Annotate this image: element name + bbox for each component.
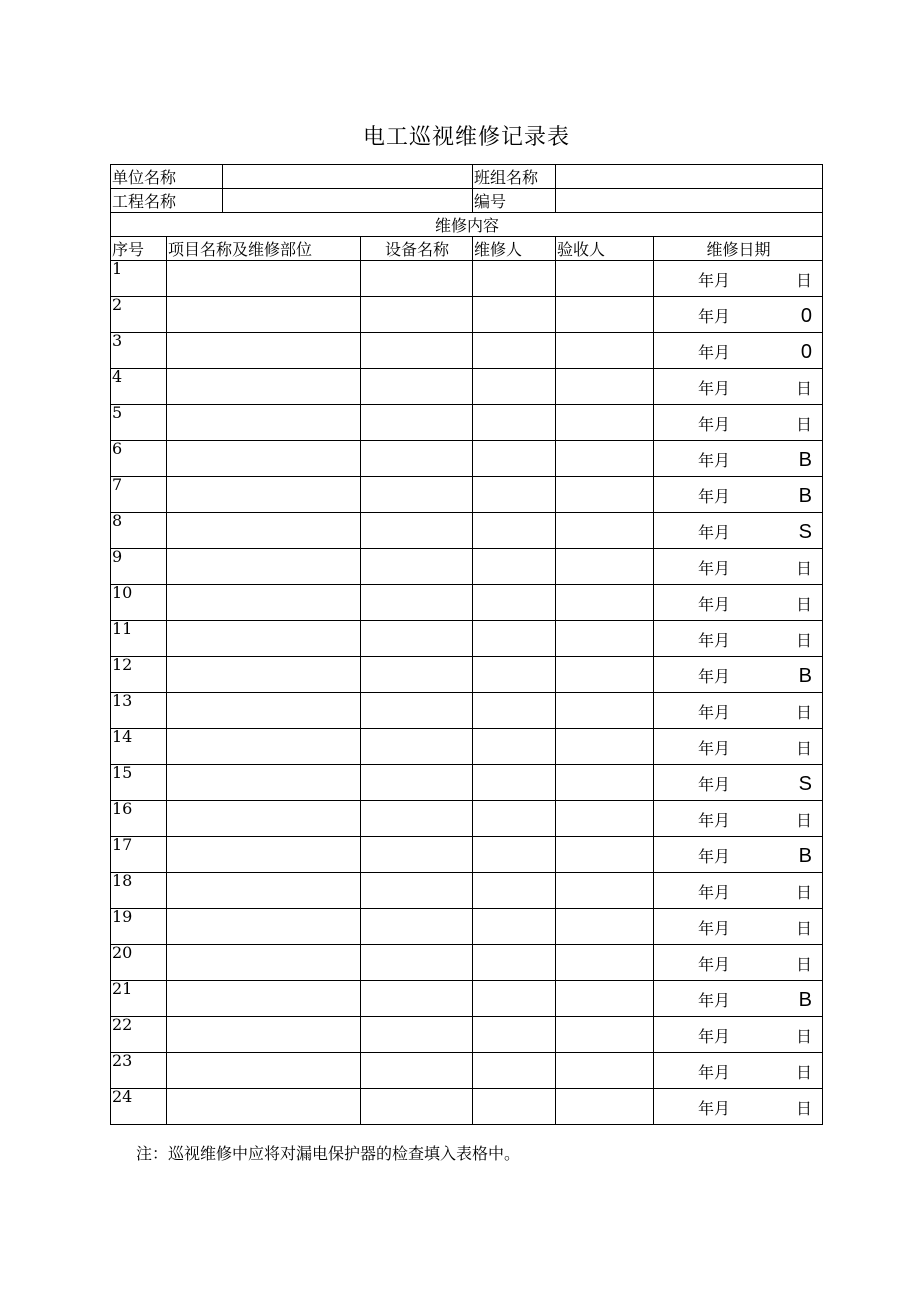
date-day: 日 xyxy=(796,1099,813,1118)
item-cell[interactable] xyxy=(167,873,361,909)
date-day: 日 xyxy=(796,739,813,758)
row-number: 23 xyxy=(111,1053,167,1089)
date-year-month: 年月 xyxy=(698,1027,731,1046)
column-header-item: 项目名称及维修部位 xyxy=(167,237,361,261)
item-cell[interactable] xyxy=(167,513,361,549)
table-row xyxy=(111,585,823,621)
date-cell[interactable] xyxy=(654,801,823,837)
row-number: 18 xyxy=(111,873,167,909)
table-row xyxy=(111,657,823,693)
date-day: 0 xyxy=(800,305,813,327)
item-cell[interactable] xyxy=(167,405,361,441)
repairer-cell[interactable] xyxy=(473,441,556,477)
date-day: 日 xyxy=(796,919,813,938)
row-number: 15 xyxy=(111,765,167,801)
acceptor-cell[interactable] xyxy=(556,261,654,297)
row-number: 19 xyxy=(111,909,167,945)
date-year-month: 年月 xyxy=(698,955,731,974)
date-year-month: 年月 xyxy=(698,487,731,506)
device-cell[interactable] xyxy=(361,765,473,801)
date-cell[interactable] xyxy=(654,693,823,729)
table-row xyxy=(111,729,823,765)
acceptor-cell[interactable] xyxy=(556,801,654,837)
repairer-cell[interactable] xyxy=(473,693,556,729)
date-year-month: 年月 xyxy=(698,595,731,614)
item-cell[interactable] xyxy=(167,837,361,873)
device-cell[interactable] xyxy=(361,1017,473,1053)
repairer-cell[interactable] xyxy=(473,909,556,945)
table-row xyxy=(111,837,823,873)
date-day: B xyxy=(798,989,813,1011)
repairer-cell[interactable] xyxy=(473,369,556,405)
date-year-month: 年月 xyxy=(698,307,731,326)
row-number: 24 xyxy=(111,1089,167,1125)
date-cell[interactable] xyxy=(654,405,823,441)
item-cell[interactable] xyxy=(167,441,361,477)
table-row xyxy=(111,261,823,297)
device-cell[interactable] xyxy=(361,1089,473,1125)
device-cell[interactable] xyxy=(361,1053,473,1089)
table-row xyxy=(111,693,823,729)
number-label: 编号 xyxy=(473,189,556,213)
column-header-acceptor: 验收人 xyxy=(556,237,654,261)
device-cell[interactable] xyxy=(361,369,473,405)
repairer-cell[interactable] xyxy=(473,513,556,549)
date-cell[interactable] xyxy=(654,729,823,765)
date-day: 日 xyxy=(796,379,813,398)
date-day: B xyxy=(798,449,813,471)
item-cell[interactable] xyxy=(167,621,361,657)
device-cell[interactable] xyxy=(361,945,473,981)
date-year-month: 年月 xyxy=(698,631,731,650)
table-row xyxy=(111,981,823,1017)
item-cell[interactable] xyxy=(167,801,361,837)
device-cell[interactable] xyxy=(361,477,473,513)
date-day: 日 xyxy=(796,811,813,830)
date-year-month: 年月 xyxy=(698,847,731,866)
project-name-field[interactable] xyxy=(223,189,473,213)
repairer-cell[interactable] xyxy=(473,585,556,621)
date-year-month: 年月 xyxy=(698,811,731,830)
date-cell[interactable] xyxy=(654,873,823,909)
date-day: 日 xyxy=(796,883,813,902)
team-name-field[interactable] xyxy=(556,165,823,189)
repairer-cell[interactable] xyxy=(473,729,556,765)
repairer-cell[interactable] xyxy=(473,549,556,585)
header-row-unit xyxy=(111,165,823,189)
device-cell[interactable] xyxy=(361,261,473,297)
date-cell[interactable] xyxy=(654,657,823,693)
date-day: 日 xyxy=(796,559,813,578)
date-day: 日 xyxy=(796,271,813,290)
device-cell[interactable] xyxy=(361,729,473,765)
acceptor-cell[interactable] xyxy=(556,513,654,549)
row-number: 11 xyxy=(111,621,167,657)
acceptor-cell[interactable] xyxy=(556,765,654,801)
repairer-cell[interactable] xyxy=(473,621,556,657)
item-cell[interactable] xyxy=(167,369,361,405)
date-day: 日 xyxy=(796,1027,813,1046)
row-number: 16 xyxy=(111,801,167,837)
item-cell[interactable] xyxy=(167,1053,361,1089)
date-year-month: 年月 xyxy=(698,271,731,290)
row-number: 9 xyxy=(111,549,167,585)
device-cell[interactable] xyxy=(361,513,473,549)
column-header-seq: 序号 xyxy=(111,237,167,261)
item-cell[interactable] xyxy=(167,549,361,585)
date-day: 日 xyxy=(796,955,813,974)
repairer-cell[interactable] xyxy=(473,837,556,873)
item-cell[interactable] xyxy=(167,477,361,513)
number-field[interactable] xyxy=(556,189,823,213)
column-header-row xyxy=(111,237,823,261)
date-cell[interactable] xyxy=(654,333,823,369)
repairer-cell[interactable] xyxy=(473,1089,556,1125)
section-title-row xyxy=(111,213,823,237)
table-row xyxy=(111,621,823,657)
date-day: 日 xyxy=(796,631,813,650)
acceptor-cell[interactable] xyxy=(556,873,654,909)
acceptor-cell[interactable] xyxy=(556,1017,654,1053)
device-cell[interactable] xyxy=(361,873,473,909)
item-cell[interactable] xyxy=(167,981,361,1017)
repairer-cell[interactable] xyxy=(473,801,556,837)
date-cell[interactable] xyxy=(654,621,823,657)
row-number: 2 xyxy=(111,297,167,333)
acceptor-cell[interactable] xyxy=(556,477,654,513)
table-row xyxy=(111,333,823,369)
date-day: 日 xyxy=(796,1063,813,1082)
table-row xyxy=(111,549,823,585)
date-day: B xyxy=(798,845,813,867)
date-cell[interactable] xyxy=(654,1053,823,1089)
acceptor-cell[interactable] xyxy=(556,441,654,477)
acceptor-cell[interactable] xyxy=(556,297,654,333)
acceptor-cell[interactable] xyxy=(556,693,654,729)
row-number: 20 xyxy=(111,945,167,981)
table-row xyxy=(111,1089,823,1125)
header-row-project xyxy=(111,189,823,213)
acceptor-cell[interactable] xyxy=(556,1053,654,1089)
date-day: 0 xyxy=(800,341,813,363)
item-cell[interactable] xyxy=(167,765,361,801)
row-number: 7 xyxy=(111,477,167,513)
row-number: 21 xyxy=(111,981,167,1017)
row-number: 3 xyxy=(111,333,167,369)
date-cell[interactable] xyxy=(654,477,823,513)
column-header-repairer: 维修人 xyxy=(473,237,556,261)
date-cell[interactable] xyxy=(654,909,823,945)
row-number: 6 xyxy=(111,441,167,477)
row-number: 4 xyxy=(111,369,167,405)
date-day: B xyxy=(798,665,813,687)
row-number: 8 xyxy=(111,513,167,549)
date-year-month: 年月 xyxy=(698,1099,731,1118)
repairer-cell[interactable] xyxy=(473,261,556,297)
team-name-label: 班组名称 xyxy=(473,165,556,189)
footnote: 注：巡视维修中应将对漏电保护器的检查填入表格中。 xyxy=(136,1144,521,1163)
table-row xyxy=(111,765,823,801)
date-year-month: 年月 xyxy=(698,415,731,434)
date-day: 日 xyxy=(796,595,813,614)
device-cell[interactable] xyxy=(361,621,473,657)
date-year-month: 年月 xyxy=(698,775,731,794)
date-day: S xyxy=(798,521,813,543)
date-cell[interactable] xyxy=(654,513,823,549)
date-cell[interactable] xyxy=(654,981,823,1017)
table-row xyxy=(111,873,823,909)
date-day: B xyxy=(798,485,813,507)
table-row xyxy=(111,441,823,477)
date-cell[interactable] xyxy=(654,261,823,297)
device-cell[interactable] xyxy=(361,585,473,621)
device-cell[interactable] xyxy=(361,693,473,729)
repairer-cell[interactable] xyxy=(473,1017,556,1053)
acceptor-cell[interactable] xyxy=(556,1089,654,1125)
repairer-cell[interactable] xyxy=(473,945,556,981)
item-cell[interactable] xyxy=(167,585,361,621)
date-cell[interactable] xyxy=(654,945,823,981)
row-number: 1 xyxy=(111,261,167,297)
device-cell[interactable] xyxy=(361,405,473,441)
acceptor-cell[interactable] xyxy=(556,549,654,585)
row-number: 22 xyxy=(111,1017,167,1053)
row-number: 10 xyxy=(111,585,167,621)
repairer-cell[interactable] xyxy=(473,873,556,909)
date-cell[interactable] xyxy=(654,1089,823,1125)
date-cell[interactable] xyxy=(654,441,823,477)
acceptor-cell[interactable] xyxy=(556,981,654,1017)
device-cell[interactable] xyxy=(361,801,473,837)
date-year-month: 年月 xyxy=(698,523,731,542)
maintenance-record-table xyxy=(110,164,823,1125)
row-number: 5 xyxy=(111,405,167,441)
repairer-cell[interactable] xyxy=(473,765,556,801)
date-cell[interactable] xyxy=(654,297,823,333)
table-row xyxy=(111,909,823,945)
date-cell[interactable] xyxy=(654,765,823,801)
item-cell[interactable] xyxy=(167,693,361,729)
acceptor-cell[interactable] xyxy=(556,585,654,621)
table-row xyxy=(111,369,823,405)
item-cell[interactable] xyxy=(167,909,361,945)
table-row xyxy=(111,1053,823,1089)
repairer-cell[interactable] xyxy=(473,297,556,333)
acceptor-cell[interactable] xyxy=(556,909,654,945)
item-cell[interactable] xyxy=(167,1017,361,1053)
date-year-month: 年月 xyxy=(698,919,731,938)
device-cell[interactable] xyxy=(361,981,473,1017)
row-number: 13 xyxy=(111,693,167,729)
item-cell[interactable] xyxy=(167,333,361,369)
date-year-month: 年月 xyxy=(698,343,731,362)
date-year-month: 年月 xyxy=(698,1063,731,1082)
item-cell[interactable] xyxy=(167,261,361,297)
device-cell[interactable] xyxy=(361,441,473,477)
date-cell[interactable] xyxy=(654,585,823,621)
item-cell[interactable] xyxy=(167,297,361,333)
date-year-month: 年月 xyxy=(698,379,731,398)
table-row xyxy=(111,945,823,981)
date-day: S xyxy=(798,773,813,795)
date-year-month: 年月 xyxy=(698,991,731,1010)
repairer-cell[interactable] xyxy=(473,333,556,369)
device-cell[interactable] xyxy=(361,333,473,369)
date-year-month: 年月 xyxy=(698,451,731,470)
table-row xyxy=(111,297,823,333)
acceptor-cell[interactable] xyxy=(556,729,654,765)
device-cell[interactable] xyxy=(361,657,473,693)
table-row xyxy=(111,513,823,549)
repairer-cell[interactable] xyxy=(473,405,556,441)
row-number: 14 xyxy=(111,729,167,765)
date-cell[interactable] xyxy=(654,549,823,585)
date-year-month: 年月 xyxy=(698,703,731,722)
column-header-device: 设备名称 xyxy=(361,237,473,261)
row-number: 17 xyxy=(111,837,167,873)
date-cell[interactable] xyxy=(654,1017,823,1053)
acceptor-cell[interactable] xyxy=(556,837,654,873)
date-cell[interactable] xyxy=(654,369,823,405)
repairer-cell[interactable] xyxy=(473,1053,556,1089)
device-cell[interactable] xyxy=(361,297,473,333)
item-cell[interactable] xyxy=(167,729,361,765)
table-row xyxy=(111,477,823,513)
date-cell[interactable] xyxy=(654,837,823,873)
unit-name-field[interactable] xyxy=(223,165,473,189)
project-name-label: 工程名称 xyxy=(111,189,223,213)
date-year-month: 年月 xyxy=(698,667,731,686)
date-day: 日 xyxy=(796,415,813,434)
date-year-month: 年月 xyxy=(698,883,731,902)
acceptor-cell[interactable] xyxy=(556,369,654,405)
table-row xyxy=(111,801,823,837)
table-row xyxy=(111,1017,823,1053)
section-title: 维修内容 xyxy=(111,213,823,237)
row-number: 12 xyxy=(111,657,167,693)
column-header-date: 维修日期 xyxy=(654,237,823,261)
acceptor-cell[interactable] xyxy=(556,657,654,693)
table-row xyxy=(111,405,823,441)
device-cell[interactable] xyxy=(361,549,473,585)
repairer-cell[interactable] xyxy=(473,981,556,1017)
unit-name-label: 单位名称 xyxy=(111,165,223,189)
acceptor-cell[interactable] xyxy=(556,945,654,981)
date-year-month: 年月 xyxy=(698,739,731,758)
repairer-cell[interactable] xyxy=(473,657,556,693)
device-cell[interactable] xyxy=(361,909,473,945)
acceptor-cell[interactable] xyxy=(556,405,654,441)
item-cell[interactable] xyxy=(167,657,361,693)
date-year-month: 年月 xyxy=(698,559,731,578)
item-cell[interactable] xyxy=(167,945,361,981)
acceptor-cell[interactable] xyxy=(556,333,654,369)
device-cell[interactable] xyxy=(361,837,473,873)
date-day: 日 xyxy=(796,703,813,722)
page-title: 电工巡视维修记录表 xyxy=(362,125,570,150)
repairer-cell[interactable] xyxy=(473,477,556,513)
acceptor-cell[interactable] xyxy=(556,621,654,657)
item-cell[interactable] xyxy=(167,1089,361,1125)
